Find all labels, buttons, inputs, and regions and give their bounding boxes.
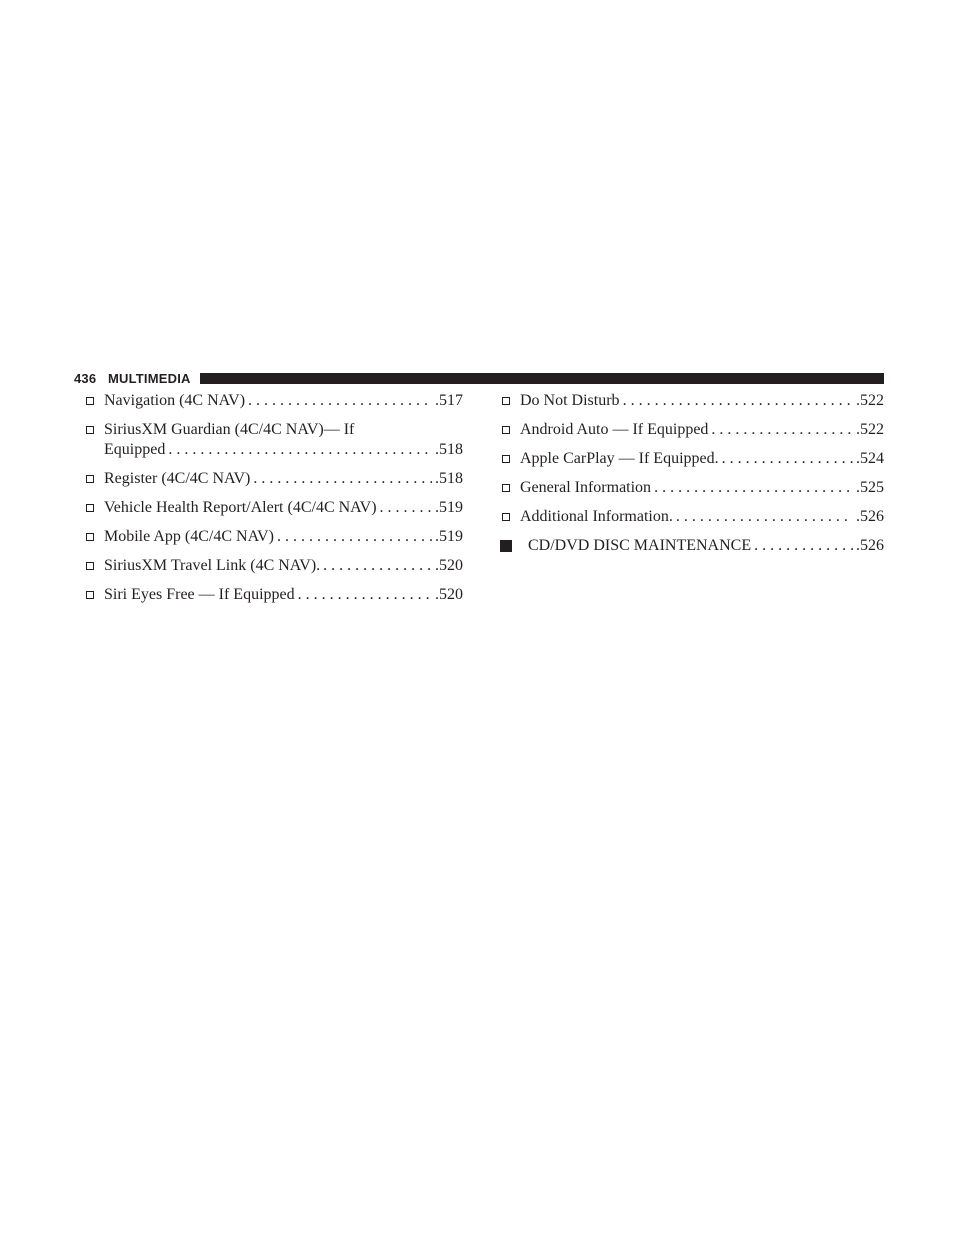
section-title: MULTIMEDIA bbox=[108, 371, 191, 386]
toc-entry-title-line1: SiriusXM Guardian (4C/4C NAV)— If bbox=[104, 421, 355, 438]
toc-entry-title: Navigation (4C NAV) bbox=[104, 392, 246, 409]
toc-entry-page: .517 bbox=[435, 392, 463, 409]
toc-entry-register[interactable] bbox=[84, 469, 463, 489]
toc-entry-page: .520 bbox=[435, 557, 463, 574]
hollow-square-bullet-icon bbox=[502, 455, 510, 463]
toc-entry-title: Vehicle Health Report/Alert (4C/4C NAV) bbox=[104, 499, 377, 516]
toc-entry-siri-eyes-free[interactable] bbox=[84, 585, 463, 605]
hollow-square-bullet-icon bbox=[502, 513, 510, 521]
dot-leader bbox=[676, 507, 853, 527]
toc-entry-vehicle-health-report[interactable] bbox=[84, 498, 463, 518]
hollow-square-bullet-icon bbox=[86, 475, 94, 483]
header-rule bbox=[200, 373, 884, 384]
toc-entry-page: .525 bbox=[856, 479, 884, 496]
toc-entry-page: .526 bbox=[856, 508, 884, 525]
filled-square-bullet-icon bbox=[500, 540, 512, 552]
hollow-square-bullet-icon bbox=[502, 426, 510, 434]
dot-leader bbox=[711, 420, 853, 440]
page-number: 436 bbox=[74, 371, 97, 386]
dot-leader bbox=[248, 391, 432, 411]
hollow-square-bullet-icon bbox=[86, 397, 94, 405]
toc-entry-page: .520 bbox=[435, 586, 463, 603]
toc-entry-title: Do Not Disturb bbox=[520, 392, 620, 409]
hollow-square-bullet-icon bbox=[86, 426, 94, 434]
toc-entry-mobile-app[interactable] bbox=[84, 527, 463, 547]
dot-leader bbox=[623, 391, 853, 411]
toc-entry-title: Mobile App (4C/4C NAV) bbox=[104, 528, 274, 545]
toc-entry-apple-carplay[interactable] bbox=[500, 449, 884, 469]
dot-leader bbox=[298, 585, 432, 605]
dot-leader bbox=[380, 498, 432, 518]
toc-entry-title: Additional Information. bbox=[520, 508, 673, 525]
hollow-square-bullet-icon bbox=[86, 504, 94, 512]
toc-entry-title: Siri Eyes Free — If Equipped bbox=[104, 586, 295, 603]
toc-entry-title: CD/DVD DISC MAINTENANCE bbox=[528, 537, 752, 554]
dot-leader bbox=[654, 478, 853, 498]
hollow-square-bullet-icon bbox=[86, 591, 94, 599]
toc-entry-page: .522 bbox=[856, 392, 884, 409]
dot-leader bbox=[253, 469, 432, 489]
dot-leader bbox=[754, 536, 853, 556]
toc-entry-page: .518 bbox=[435, 470, 463, 487]
dot-leader bbox=[168, 440, 432, 460]
toc-entry-page: .519 bbox=[435, 528, 463, 545]
hollow-square-bullet-icon bbox=[86, 562, 94, 570]
toc-entry-title: Register (4C/4C NAV) bbox=[104, 470, 251, 487]
toc-entry-title: Equipped bbox=[104, 441, 166, 458]
dot-leader bbox=[277, 527, 432, 547]
toc-entry-title: Android Auto — If Equipped bbox=[520, 421, 709, 438]
hollow-square-bullet-icon bbox=[502, 484, 510, 492]
dot-leader bbox=[722, 449, 853, 469]
toc-entry-title: SiriusXM Travel Link (4C NAV). bbox=[104, 557, 321, 574]
toc-entry-page: .522 bbox=[856, 421, 884, 438]
toc-entry-general-information[interactable] bbox=[500, 478, 884, 498]
toc-entry-cd-dvd-disc-maintenance[interactable] bbox=[500, 536, 884, 556]
toc-left-column bbox=[84, 391, 463, 605]
toc-entry-do-not-disturb[interactable] bbox=[500, 391, 884, 411]
hollow-square-bullet-icon bbox=[502, 397, 510, 405]
toc-entry-page: .519 bbox=[435, 499, 463, 516]
toc-entry-navigation[interactable] bbox=[84, 391, 463, 411]
toc-entry-page: .524 bbox=[856, 450, 884, 467]
toc-entry-additional-information[interactable] bbox=[500, 507, 884, 527]
dot-leader bbox=[323, 556, 432, 576]
toc-entry-page: .518 bbox=[435, 441, 463, 458]
toc-entry-siriusxm-guardian[interactable] bbox=[84, 420, 463, 460]
hollow-square-bullet-icon bbox=[86, 533, 94, 541]
toc-entry-android-auto[interactable] bbox=[500, 420, 884, 440]
toc-entry-title: Apple CarPlay — If Equipped. bbox=[520, 450, 719, 467]
page-header bbox=[74, 370, 884, 388]
toc-entry-page: .526 bbox=[856, 537, 884, 554]
toc-right-column bbox=[500, 391, 884, 556]
toc-entry-title: General Information bbox=[520, 479, 652, 496]
toc-entry-siriusxm-travel-link[interactable] bbox=[84, 556, 463, 576]
